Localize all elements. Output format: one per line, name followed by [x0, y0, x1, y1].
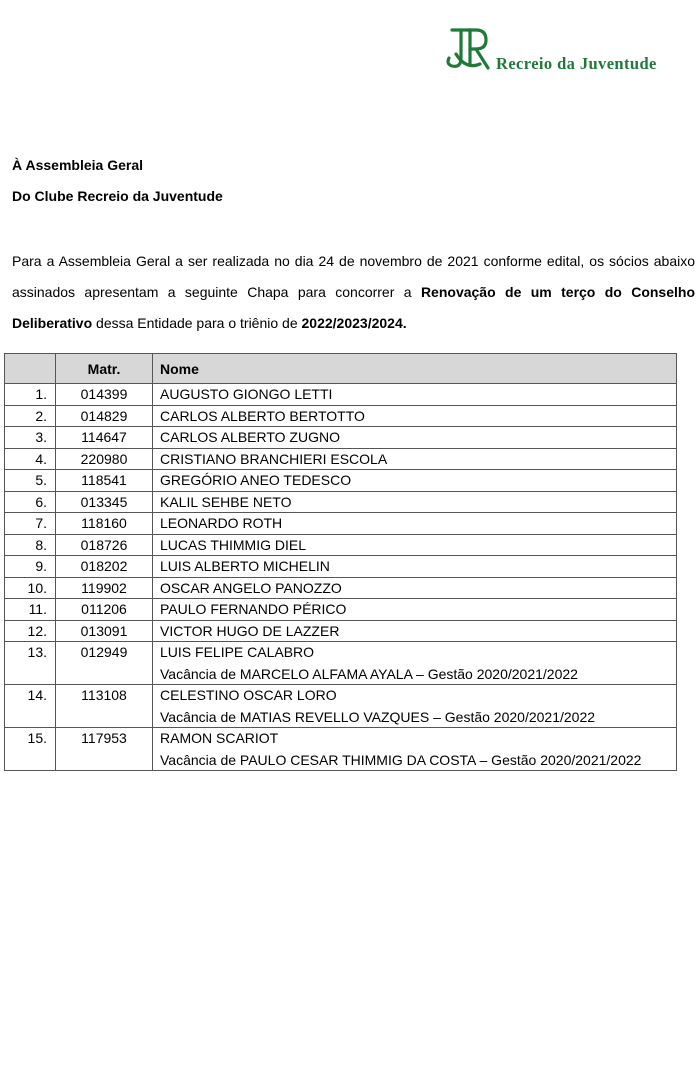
row-number	[5, 448, 56, 470]
row-name	[153, 556, 677, 578]
row-matr-text: 220980	[80, 450, 128, 467]
row-vacancy-note: Vacância de PAULO CESAR THIMMIG DA COSTA – Gestão 2020/2021/2022	[160, 752, 642, 768]
row-matr-text: 018726	[80, 536, 128, 553]
row-matr	[56, 534, 153, 556]
row-name-text: CARLOS ALBERTO ZUGNO	[160, 429, 340, 445]
row-number-text: 7.	[35, 515, 47, 531]
header-nome: Nome	[153, 354, 677, 384]
row-number-text: 2.	[35, 407, 47, 424]
row-name-text: CARLOS ALBERTO BERTOTTO	[160, 407, 365, 424]
row-matr	[56, 405, 153, 427]
row-number	[5, 491, 56, 513]
row-number	[5, 405, 56, 427]
row-matr	[56, 577, 153, 599]
row-number	[5, 728, 56, 771]
paragraph-bold-purpose: Renovação de um terço do Conselho Deliberativo	[12, 284, 695, 331]
row-name	[153, 728, 677, 771]
row-name-text: VICTOR HUGO DE LAZZER	[160, 622, 340, 639]
row-matr	[56, 642, 153, 685]
row-name	[153, 491, 677, 513]
row-name-text: RAMON SCARIOT	[160, 730, 279, 746]
row-matr-text: 118160	[81, 515, 127, 531]
row-name	[153, 534, 677, 556]
table-row	[5, 577, 677, 599]
table-row	[5, 620, 677, 642]
row-name	[153, 642, 677, 685]
row-name	[153, 577, 677, 599]
row-number-text: 11.	[28, 601, 47, 617]
table-row	[5, 599, 677, 621]
row-number	[5, 599, 56, 621]
club-monogram-icon	[446, 24, 490, 72]
header-index	[5, 354, 56, 384]
row-name-text: CRISTIANO BRANCHIERI ESCOLA	[160, 450, 388, 467]
table-row	[5, 556, 677, 578]
row-name-text: LEONARDO ROTH	[160, 515, 283, 531]
candidates-table	[4, 353, 677, 771]
logo-text: Recreio da Juventude	[496, 54, 657, 73]
row-number-text: 14.	[27, 687, 47, 703]
row-name	[153, 405, 677, 427]
row-number-text: 8.	[35, 536, 47, 553]
row-name-text: LUIS ALBERTO MICHELIN	[160, 558, 330, 574]
table-row	[5, 491, 677, 513]
paragraph-bold-term: 2022/2023/2024.	[301, 315, 407, 331]
row-name	[153, 470, 677, 492]
row-matr	[56, 491, 153, 513]
table-row	[5, 384, 677, 406]
row-number	[5, 513, 56, 535]
row-number-text: 3.	[35, 429, 47, 445]
row-name-text: CELESTINO OSCAR LORO	[160, 687, 337, 703]
table-row	[5, 448, 677, 470]
table-row	[5, 534, 677, 556]
row-number	[5, 470, 56, 492]
row-number	[5, 620, 56, 642]
row-number	[5, 534, 56, 556]
table-header-row	[5, 354, 677, 384]
row-name	[153, 620, 677, 642]
row-matr-text: 113108	[81, 687, 127, 703]
row-name-text: LUCAS THIMMIG DIEL	[160, 536, 306, 553]
row-number-text: 10.	[27, 579, 47, 596]
table-row	[5, 405, 677, 427]
table-row	[5, 685, 677, 728]
row-name-text: AUGUSTO GIONGO LETTI	[160, 386, 333, 402]
row-number-text: 13.	[27, 644, 47, 660]
row-matr	[56, 513, 153, 535]
row-name	[153, 427, 677, 449]
table-row	[5, 427, 677, 449]
row-matr	[56, 470, 153, 492]
club-logo	[446, 24, 696, 74]
table-row	[5, 728, 677, 771]
row-number-text: 6.	[35, 493, 47, 510]
row-matr	[56, 556, 153, 578]
row-name	[153, 513, 677, 535]
row-matr	[56, 620, 153, 642]
row-matr-text: 013091	[80, 622, 128, 639]
row-number-text: 15.	[27, 730, 47, 746]
row-matr-text: 014829	[80, 407, 128, 424]
paragraph-text: Para a Assembleia Geral a ser realizada no dia 24 de novembro de 2021 conforme edital, os sócios abaixo assinados apresentam a seguinte Chapa para concorrer a	[12, 253, 695, 300]
row-name-text: OSCAR ANGELO PANOZZO	[160, 579, 342, 596]
row-number-text: 5.	[35, 472, 47, 488]
addressee-line-2: Do Clube Recreio da Juventude	[12, 188, 223, 204]
row-matr	[56, 685, 153, 728]
row-matr-text: 014399	[80, 386, 128, 402]
row-name-text: LUIS FELIPE CALABRO	[160, 644, 315, 660]
row-number-text: 4.	[35, 450, 47, 467]
table-row	[5, 642, 677, 685]
row-number	[5, 384, 56, 406]
table-row	[5, 470, 677, 492]
row-name-text: KALIL SEHBE NETO	[160, 493, 292, 510]
row-name	[153, 384, 677, 406]
row-name	[153, 685, 677, 728]
row-name	[153, 599, 677, 621]
row-matr	[56, 427, 153, 449]
row-matr	[56, 599, 153, 621]
row-matr-text: 012949	[80, 644, 128, 660]
row-matr-text: 119902	[81, 579, 127, 596]
row-matr-text: 011206	[81, 601, 127, 617]
row-matr-text: 018202	[80, 558, 128, 574]
row-number	[5, 642, 56, 685]
row-number-text: 1.	[35, 386, 47, 402]
row-matr-text: 117953	[81, 730, 127, 746]
row-number	[5, 685, 56, 728]
row-name-text: PAULO FERNANDO PÉRICO	[160, 601, 347, 617]
header-matr: Matr.	[56, 354, 153, 384]
row-name	[153, 448, 677, 470]
row-number-text: 9.	[35, 558, 47, 574]
row-number-text: 12.	[27, 622, 47, 639]
row-number	[5, 556, 56, 578]
row-matr-text: 118541	[81, 472, 127, 488]
row-matr-text: 013345	[80, 493, 128, 510]
row-number	[5, 577, 56, 599]
row-matr	[56, 448, 153, 470]
row-number	[5, 427, 56, 449]
paragraph-text-2: dessa Entidade para o triênio de	[92, 315, 302, 331]
row-vacancy-note: Vacância de MATIAS REVELLO VAZQUES – Gestão 2020/2021/2022	[160, 709, 596, 725]
row-vacancy-note: Vacância de MARCELO ALFAMA AYALA – Gestão 2020/2021/2022	[160, 666, 578, 682]
body-paragraph	[12, 246, 695, 339]
row-matr	[56, 728, 153, 771]
row-matr-text: 114647	[81, 429, 127, 445]
row-name-text: GREGÓRIO ANEO TEDESCO	[160, 472, 352, 488]
addressee-line-1: À Assembleia Geral	[12, 157, 143, 173]
row-matr	[56, 384, 153, 406]
table-row	[5, 513, 677, 535]
